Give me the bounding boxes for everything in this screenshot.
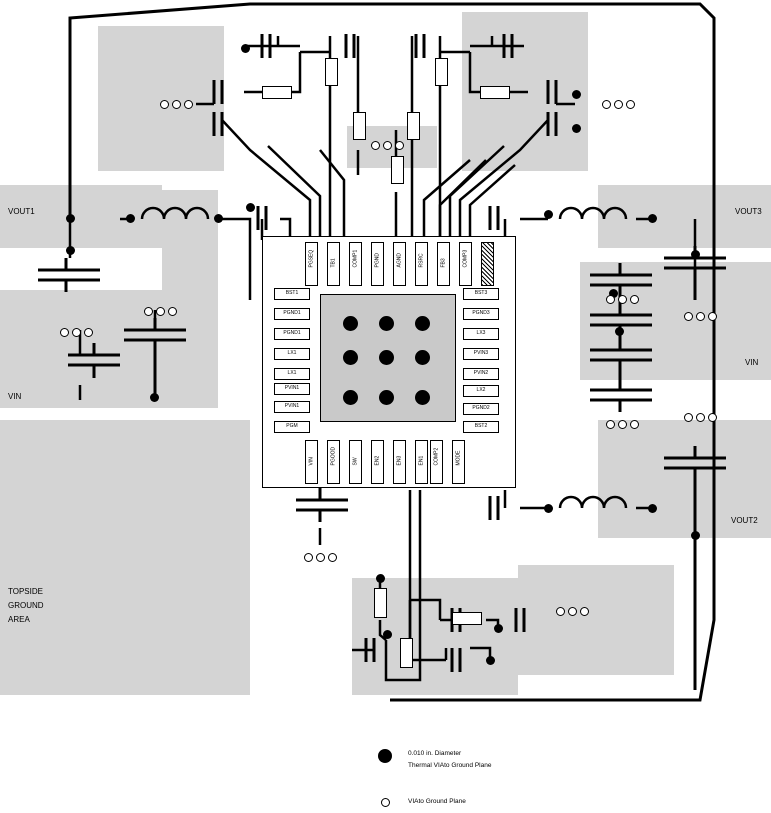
resistor [400, 638, 413, 668]
resistor [262, 86, 292, 99]
pin-en3 [393, 440, 406, 484]
pin-label: AGND [396, 253, 403, 268]
pin-pgnd2: PGND2 [463, 403, 499, 415]
plane-carveout-2 [0, 248, 162, 290]
label-topside-2: GROUND [8, 601, 44, 610]
label-vin-right: VIN [745, 358, 759, 367]
pin-agnd [393, 242, 406, 286]
pin-comp1 [349, 242, 362, 286]
pin-pgseq [305, 242, 318, 286]
resistor [353, 112, 366, 140]
resistor [452, 612, 482, 625]
pin-label: COMP1 [352, 249, 359, 268]
pin-pgnd1-a: PGND1 [274, 308, 310, 320]
topside-ground-area [0, 420, 250, 695]
pin-bst2: BST2 [463, 421, 499, 433]
resistor [480, 86, 510, 99]
vout3-plane [598, 185, 771, 248]
plane-carveout-5 [0, 408, 218, 420]
pin-pgnd3: PGND3 [463, 308, 499, 320]
plane-carveout-3 [598, 248, 771, 262]
pin-label: EN1 [418, 455, 425, 466]
vin-plane-left [0, 290, 218, 408]
label-topside-1: TOPSIDE [8, 587, 43, 596]
label-topside-3: AREA [8, 615, 30, 624]
node [691, 531, 700, 540]
node [246, 203, 255, 212]
label-vin-left: VIN [8, 392, 22, 401]
pin-label: VIN [308, 457, 315, 466]
resistor [435, 58, 448, 86]
resistor [407, 112, 420, 140]
pin-pgm: PGM [274, 421, 310, 433]
pin-comp3 [459, 242, 472, 286]
legend-small-via-line1: VIAto Ground Plane [408, 798, 466, 805]
resistor [325, 58, 338, 86]
vin-plane-right [580, 262, 771, 380]
legend-thermal-via-icon [378, 749, 392, 763]
pin-pvin2: PVIN2 [463, 368, 499, 380]
pin-label: PGOOD [330, 446, 337, 466]
legend-small-via-icon [381, 798, 390, 807]
node [486, 656, 495, 665]
label-vout2: VOUT2 [731, 516, 758, 525]
pin-lx1-a: LX1 [274, 348, 310, 360]
pin-label: MODE [455, 450, 462, 466]
pin-lx2: LX2 [463, 385, 499, 397]
pin-fb3 [437, 242, 450, 286]
node [126, 214, 135, 223]
node [572, 124, 581, 133]
plane-carveout-1 [162, 185, 218, 190]
resistor [391, 156, 404, 184]
node [572, 90, 581, 99]
pin-top-extra [481, 242, 494, 286]
pin-label: EN3 [396, 455, 403, 466]
pin-en2 [371, 440, 384, 484]
node [150, 393, 159, 402]
pin-bst1: BST1 [274, 288, 310, 300]
node [648, 214, 657, 223]
pin-label: COMP2 [433, 447, 440, 466]
pin-pgnd [371, 242, 384, 286]
pin-sw [349, 440, 362, 484]
pin-label: PGND [374, 253, 381, 268]
pin-label: TB1 [330, 258, 337, 268]
node [66, 246, 75, 255]
pin-bst3: BST3 [463, 288, 499, 300]
legend-thermal-via-line1: 0.010 in. Diameter [408, 750, 462, 757]
pin-mode [452, 440, 465, 484]
pin-vin [305, 440, 318, 484]
node [544, 210, 553, 219]
pin-lx3: LX3 [463, 328, 499, 340]
node [66, 214, 75, 223]
pin-pvin1-a: PVIN1 [274, 383, 310, 395]
node [648, 504, 657, 513]
pin-label: COMP3 [462, 249, 469, 268]
pin-label: RSRC [418, 253, 425, 268]
pin-label: SW [352, 457, 359, 466]
copper-pour-bottom-right [518, 565, 674, 675]
node [214, 214, 223, 223]
node [241, 44, 250, 53]
label-vout1: VOUT1 [8, 207, 35, 216]
pin-pvin3: PVIN3 [463, 348, 499, 360]
pin-pgnd1-b: PGND1 [274, 328, 310, 340]
pin-label: PGSEQ [308, 249, 315, 268]
pin-lx1-b: LX1 [274, 368, 310, 380]
node [376, 574, 385, 583]
pin-label: EN2 [374, 455, 381, 466]
pin-comp2 [430, 440, 443, 484]
node [615, 327, 624, 336]
legend-thermal-via-line2: Thermal VIAto Ground Plane [408, 762, 492, 769]
resistor [374, 588, 387, 618]
label-vout3: VOUT3 [735, 207, 762, 216]
pin-pvin1-b: PVIN1 [274, 401, 310, 413]
pin-pgood [327, 440, 340, 484]
pin-label: FB3 [440, 258, 447, 268]
pin-rsrc [415, 242, 428, 286]
node [544, 504, 553, 513]
pin-en1 [415, 440, 428, 484]
pin-tb1 [327, 242, 340, 286]
node [494, 624, 503, 633]
node [383, 630, 392, 639]
node [691, 250, 700, 259]
copper-pour-top-left [98, 26, 224, 171]
